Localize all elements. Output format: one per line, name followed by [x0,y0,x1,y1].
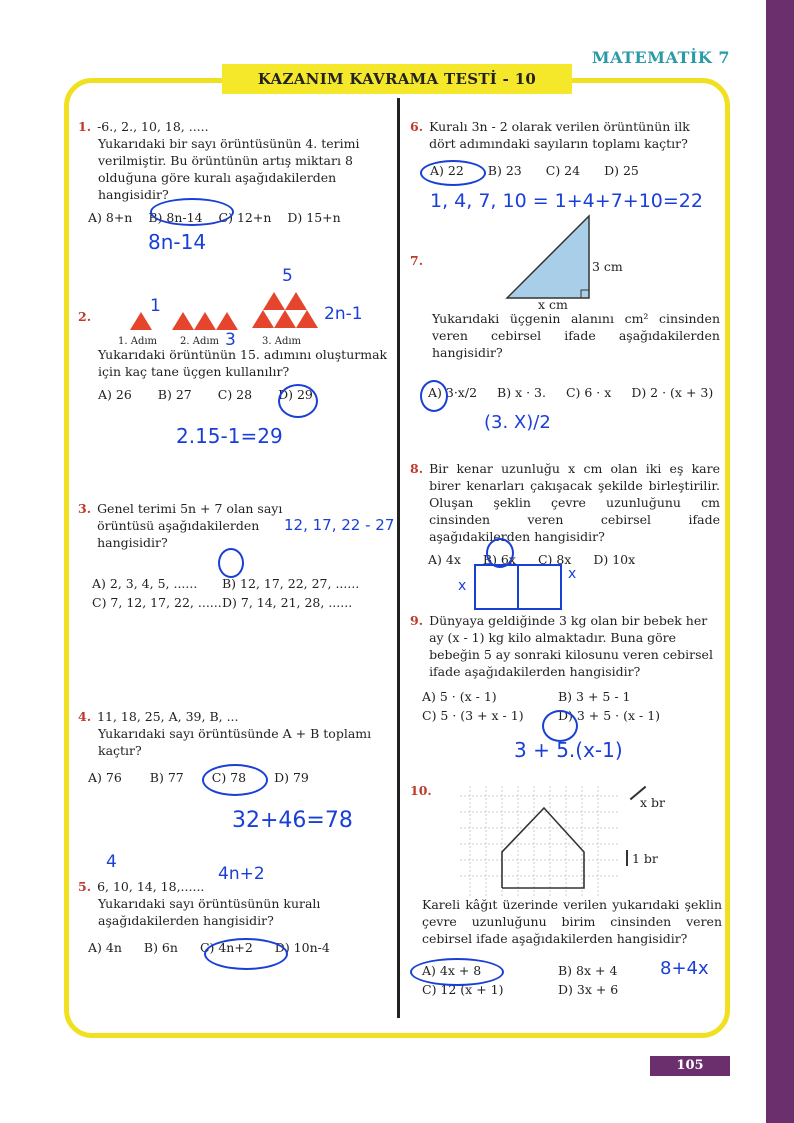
option-a[interactable]: A) 2, 3, 4, 5, ...... [92,576,198,591]
question-9 [410,612,720,724]
side-mark-x-right: x [568,566,577,582]
handwriting-q3: 12, 17, 22 - 27 [284,516,395,534]
question-text: Kareli kâğıt üzerinde verilen yukarıdaki şeklin çevre uzunluğunu birim cinsinden veren cebirsel ifade aşağıdakilerden hangisidir? [422,897,722,946]
step-label-3: 3. Adım [262,336,302,347]
handwriting-q10: 8+4x [660,958,709,979]
1-br-legend-line [626,850,628,866]
option-c[interactable]: C) 7, 12, 17, 22, ...... [92,595,222,610]
two-squares-figure [474,564,562,610]
option-d[interactable]: D) 2 · (x + 3) [631,385,714,400]
option-a[interactable]: A) 4x [428,552,461,567]
option-d[interactable]: D) 15+n [287,210,341,225]
question-text: Yukarıdaki üçgenin alanını cm² cinsinden veren cebirsel ifade aşağıdakilerden hangisidir? [432,311,720,360]
question-10 [410,782,438,799]
option-d[interactable]: D) 25 [604,163,639,178]
option-d[interactable]: D) 10x [593,552,636,567]
option-c[interactable]: C) 12 (x + 1) [422,982,504,997]
question-number: 3. [78,501,92,516]
answer-circle [202,764,268,796]
option-d[interactable]: D) 10n-4 [274,940,330,955]
option-b[interactable]: B) 8x + 4 [558,963,618,978]
option-d[interactable]: D) 79 [274,770,309,785]
option-a[interactable]: A) 76 [88,770,122,785]
question-lead: -6., 2., 10, 18, ..... [97,119,209,134]
handwriting-q1: 8n-14 [148,230,207,254]
option-d[interactable]: D) 3x + 6 [558,982,619,997]
handwriting-q4: 32+46=78 [232,808,353,833]
option-a[interactable]: A) 22 [430,163,464,178]
question-number: 8. [410,461,424,476]
handwriting-q9: 3 + 5.(x-1) [514,738,623,762]
option-b[interactable]: B) 8n-14 [148,210,203,225]
option-c[interactable]: C) 5 · (3 + x - 1) [422,708,524,723]
question-number: 9. [410,613,424,628]
answer-circle [278,384,318,418]
triangle-step-1 [130,312,152,334]
option-c[interactable]: C) 6 · x [565,385,612,400]
question-text: Yukarıdaki örüntünün 15. adımını oluşturmak için kaç tane üçgen kullanılır? [98,347,388,379]
option-c[interactable]: C) 24 [545,163,581,178]
triangle-step-3 [252,292,318,328]
option-c[interactable]: C) 28 [217,387,253,402]
question-number: 7. [410,253,424,268]
page-number: 105 [650,1056,730,1076]
handwriting-q7: (3. X)/2 [484,412,551,433]
option-b[interactable]: B) 77 [149,770,184,785]
handwriting-q2-rule: 2n-1 [324,304,363,324]
option-b[interactable]: B) 6n [143,940,178,955]
handwriting-q2-c: 5 [282,266,293,286]
option-c[interactable]: C) 8x [537,552,572,567]
option-b[interactable]: B) 27 [157,387,192,402]
question-number: 6. [410,119,424,134]
handwriting-q6: 1, 4, 7, 10 = 1+4+7+10=22 [430,190,703,212]
question-text: Genel terimi 5n + 7 olan sayı örüntüsü aşağıdakilerden hangisidir? [97,501,283,550]
option-b[interactable]: B) 6x [482,552,516,567]
answer-circle [420,160,486,186]
question-8 [410,460,720,568]
option-d[interactable]: D) 29 [278,387,313,402]
test-title: KAZANIM KAVRAMA TESTİ - 10 [222,64,572,94]
option-c[interactable]: C) 4n+2 [199,940,253,955]
answer-circle [420,380,448,412]
question-2-body [98,346,392,403]
option-a[interactable]: A) 5 · (x - 1) [422,689,497,704]
step-label-2: 2. Adım [180,336,220,347]
question-number: 1. [78,119,92,134]
answer-circle [410,958,504,986]
option-b[interactable]: B) 12, 17, 22, 27, ...... [222,576,360,591]
legend-1: 1 br [632,851,658,866]
answer-circle [150,198,234,226]
side-mark-x-left: x [458,578,467,594]
question-text: Yukarıdaki sayı örüntüsünde A + B toplamı kaçtır? [98,726,372,758]
question-text: Kuralı 3n - 2 olarak verilen örüntünün ilk dört adımındaki sayıların toplamı kaçtır? [429,119,690,151]
triangle-step-2 [172,312,238,330]
handwriting-q5-diff: 4 [106,852,117,872]
option-d[interactable]: D) 3 + 5 · (x - 1) [558,708,661,723]
option-a[interactable]: A) 4x + 8 [422,963,482,978]
question-number: 4. [78,709,92,724]
question-number: 10. [410,783,432,798]
option-a[interactable]: A) 3·x/2 [428,385,478,400]
handwriting-q2-a: 1 [150,296,161,316]
handwriting-q5-rule: 4n+2 [218,864,265,884]
base-label: x cm [538,297,568,312]
grid-figure [460,786,620,896]
handwriting-q2-calc: 2.15-1=29 [176,424,283,448]
question-number: 5. [78,879,92,894]
option-a[interactable]: A) 8+n [88,210,133,225]
option-b[interactable]: B) 3 + 5 - 1 [558,689,631,704]
question-text: Dünyaya geldiğinde 3 kg olan bir bebek her ay (x - 1) kg kilo almaktadır. Buna göre bebeğin 5 ay sonraki kilosunu veren cebirsel ifade aşağıdakilerden hangisidir? [429,613,713,679]
answer-circle [218,548,244,578]
step-label-1: 1. Adım [118,336,158,347]
column-divider [397,98,400,1018]
sidebar-band [766,0,794,1123]
question-number: 2. [78,309,92,324]
option-c[interactable]: C) 78 [211,770,247,785]
option-b[interactable]: B) 23 [487,163,522,178]
option-a[interactable]: A) 4n [88,940,122,955]
option-b[interactable]: B) x · 3. [497,385,546,400]
option-a[interactable]: A) 26 [98,387,132,402]
question-lead: 6, 10, 14, 18,...... [97,879,205,894]
question-text: Yukarıdaki bir sayı örüntüsünün 4. terimi verilmiştir. Bu örüntünün artış miktarı 8 olduğuna göre kuralı aşağıdakilerden hangisidir? [98,136,360,202]
legend-x: x br [640,795,665,810]
question-text: Yukarıdaki sayı örüntüsünün kuralı aşağıdakilerden hangisidir? [98,896,321,928]
option-d[interactable]: D) 7, 14, 21, 28, ...... [222,595,353,610]
handwriting-q2-b: 3 [225,330,236,350]
triangle-figure [505,214,595,304]
question-7-options [428,384,728,401]
question-7 [410,252,429,269]
option-c[interactable]: C) 12+n [218,210,272,225]
subject-label: MATEMATİK 7 [591,48,730,67]
height-label: 3 cm [592,259,623,274]
question-text: Bir kenar uzunluğu x cm olan iki eş kare birer kenarları çakışacak şekilde birleştirilir. Oluşan şeklin çevre uzunluğunu cm cinsinden veren cebirsel ifade aşağıdakilerden hangisidir? [429,461,720,544]
question-lead: 11, 18, 25, A, 39, B, ... [97,709,239,724]
answer-circle [204,938,288,970]
